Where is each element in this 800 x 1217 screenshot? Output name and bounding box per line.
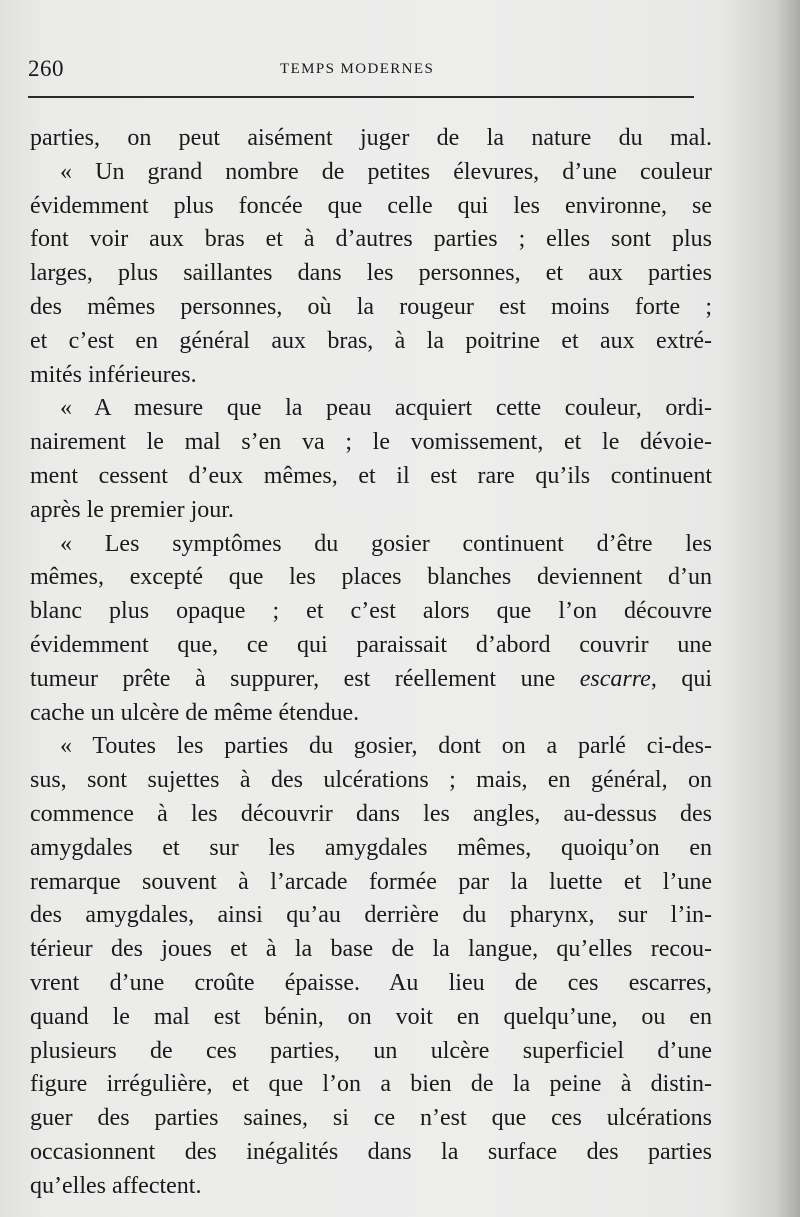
paragraph-last-line: cache un ulcère de même étendue. <box>30 699 360 726</box>
text-line: des mêmes personnes, où la rougeur est moins forte ; <box>30 293 712 320</box>
text-line: sus, sont sujettes à des ulcérations ; mais, en général, on <box>30 767 712 794</box>
text-line: plusieurs de ces parties, un ulcère superficiel d’une <box>30 1037 712 1064</box>
text-segment: tumeur prête à suppurer, est réellement une <box>30 665 556 692</box>
text-line: figure irrégulière, et que l’on a bien de la peine à distin- <box>30 1071 712 1098</box>
text-line: térieur des joues et à la base de la langue, qu’elles recou- <box>30 936 712 963</box>
text-line: parties, on peut aisément juger de la nature du mal. <box>30 125 712 151</box>
text-line: commence à les découvrir dans les angles, au-dessus des <box>30 800 712 827</box>
header-rule <box>28 96 694 98</box>
text-line: évidemment que, ce qui paraissait d’abord couvrir une <box>30 631 712 658</box>
text-line: vrent d’une croûte épaisse. Au lieu de ces escarres, <box>30 969 712 996</box>
paragraph-last-line: qu’elles affectent. <box>30 1172 202 1199</box>
text-line: guer des parties saines, si ce n’est que ces ulcérations <box>30 1105 712 1132</box>
text-line: des amygdales, ainsi qu’au derrière du pharynx, sur l’in- <box>30 902 712 929</box>
text-line: mêmes, excepté que les places blanches deviennent d’un <box>30 564 712 591</box>
page-header <box>28 54 694 88</box>
paragraph-last-line: après le premier jour. <box>30 496 234 523</box>
italic-term: escarre, <box>579 665 657 692</box>
text-line: remarque souvent à l’arcade formée par la luette et l’une <box>30 868 712 895</box>
text-line: ment cessent d’eux mêmes, et il est rare qu’ils continuent <box>30 462 712 489</box>
text-line: et c’est en général aux bras, à la poitrine et aux extré- <box>30 327 712 354</box>
paragraph-first-line: « Un grand nombre de petites élevures, d’une couleur <box>60 158 712 185</box>
page-number: 260 <box>28 56 64 81</box>
body-text <box>30 122 712 1204</box>
running-title: TEMPS MODERNES <box>280 61 435 77</box>
text-line: évidemment plus foncée que celle qui les environne, se <box>30 192 712 219</box>
text-line: larges, plus saillantes dans les personnes, et aux parties <box>30 260 712 287</box>
paragraph-first-line: « Les symptômes du gosier continuent d’être les <box>60 530 712 557</box>
text-line: blanc plus opaque ; et c’est alors que l’on découvre <box>30 598 712 625</box>
paragraph-first-line: « Toutes les parties du gosier, dont on a parlé ci-des- <box>60 733 712 760</box>
paragraph-first-line: « A mesure que la peau acquiert cette couleur, ordi- <box>60 395 712 422</box>
text-segment: qui <box>681 665 713 692</box>
text-line: nairement le mal s’en va ; le vomissement, et le dévoie- <box>30 429 712 456</box>
paragraph-last-line: mités inférieures. <box>30 361 197 388</box>
text-line: occasionnent des inégalités dans la surface des parties <box>30 1138 712 1165</box>
text-line: font voir aux bras et à d’autres parties ; elles sont plus <box>30 226 712 253</box>
text-line-with-italic <box>30 663 712 697</box>
text-line: quand le mal est bénin, on voit en quelqu’une, ou en <box>30 1003 712 1030</box>
text-line: amygdales et sur les amygdales mêmes, quoiqu’on en <box>30 834 712 861</box>
